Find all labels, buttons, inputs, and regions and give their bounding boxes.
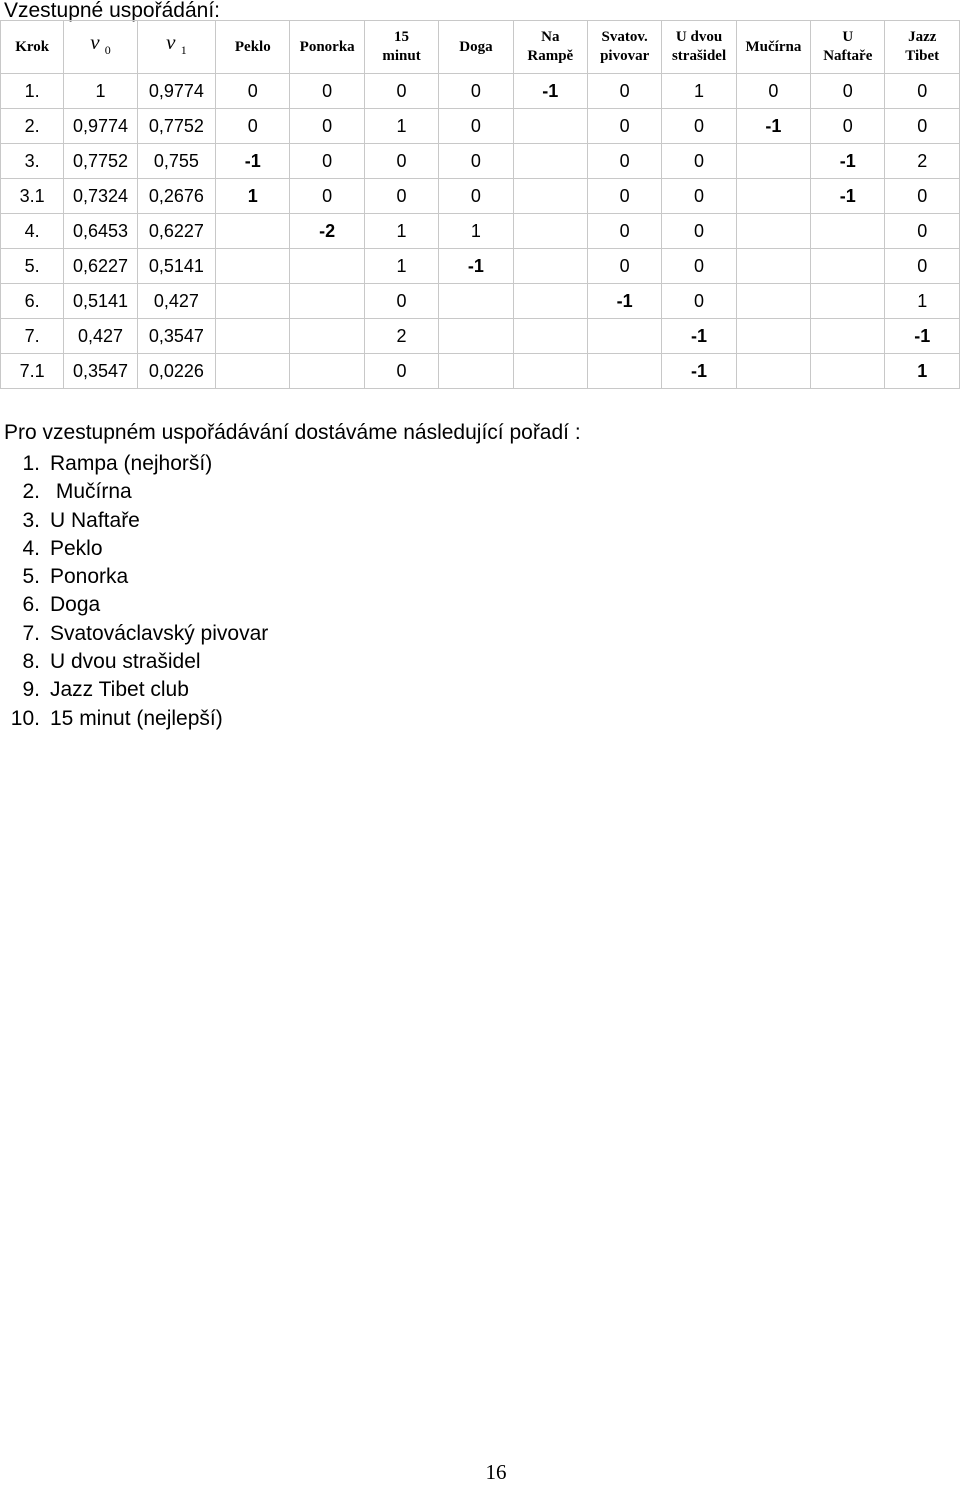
header-jazz-tibet: Jazz Tibet	[885, 21, 960, 74]
table-cell: 0,427	[64, 319, 137, 354]
table-cell	[513, 144, 587, 179]
table-cell: 3.	[1, 144, 64, 179]
table-cell: 0,9774	[64, 109, 137, 144]
list-item	[4, 478, 581, 506]
table-row	[1, 284, 960, 319]
list-item-number: 6.	[22, 593, 40, 617]
table-cell: 0	[439, 109, 513, 144]
table-cell: -1	[439, 249, 513, 284]
table-cell: 0	[364, 144, 438, 179]
table-cell: 0	[216, 74, 290, 109]
page-number: 16	[485, 1460, 507, 1484]
table-cell: 0	[290, 74, 364, 109]
table-cell: 0	[885, 74, 960, 109]
table-row	[1, 144, 960, 179]
table-cell: 0	[662, 144, 736, 179]
table-cell: 1	[364, 249, 438, 284]
table-cell: 0	[364, 74, 438, 109]
table-cell: 6.	[1, 284, 64, 319]
table-cell	[439, 284, 513, 319]
table-cell	[290, 249, 364, 284]
table-cell: 4.	[1, 214, 64, 249]
table-cell: 0	[811, 74, 885, 109]
list-item	[4, 676, 581, 704]
table-cell	[513, 249, 587, 284]
table-cell: 1	[216, 179, 290, 214]
table-row	[1, 179, 960, 214]
table-cell: 0	[885, 109, 960, 144]
table-cell: 0	[290, 109, 364, 144]
table-cell	[736, 284, 810, 319]
list-item	[4, 648, 581, 676]
list-item-text: Rampa (nejhorší)	[50, 452, 213, 475]
header-svatov-pivovar: Svatov. pivovar	[587, 21, 661, 74]
table-cell	[736, 144, 810, 179]
table-cell: 0	[587, 74, 661, 109]
table-cell: 0	[662, 179, 736, 214]
table-cell: -1	[736, 109, 810, 144]
table-cell	[216, 284, 290, 319]
list-item-number: 9.	[22, 678, 40, 702]
list-item-text: Ponorka	[50, 565, 129, 589]
table-cell	[513, 284, 587, 319]
list-item-number: 2.	[22, 480, 40, 504]
list-item-text: U dvou strašidel	[50, 650, 201, 674]
table-cell: 0	[364, 284, 438, 319]
table-cell: 0,7324	[64, 179, 137, 214]
table-cell	[587, 354, 661, 389]
table-cell: 0,9774	[137, 74, 215, 109]
table-cell: 1	[64, 74, 137, 109]
table-cell: 2	[885, 144, 960, 179]
table-cell: 0,6227	[64, 249, 137, 284]
table-cell	[513, 179, 587, 214]
table-cell: 0	[662, 214, 736, 249]
list-item-number: 1.	[22, 452, 40, 475]
list-item-text: U Naftaře	[50, 508, 140, 532]
list-item	[4, 591, 581, 619]
list-item	[4, 563, 581, 591]
list-item-number: 4.	[22, 536, 40, 560]
list-item-text: Mučírna	[50, 480, 132, 504]
table-cell	[290, 284, 364, 319]
table-cell: 0	[885, 249, 960, 284]
ordering-table	[0, 20, 960, 389]
list-item-number: 10.	[10, 706, 40, 730]
table-cell: 1	[662, 74, 736, 109]
table-cell	[216, 319, 290, 354]
table-cell: -1	[662, 354, 736, 389]
list-item	[4, 450, 581, 478]
table-cell: 0	[439, 179, 513, 214]
table-cell: -1	[662, 319, 736, 354]
table-cell: 0	[290, 144, 364, 179]
table-cell: 1	[885, 284, 960, 319]
table-cell	[811, 249, 885, 284]
table-cell: 0,6453	[64, 214, 137, 249]
header-nu0: ν $_0$	[64, 21, 137, 74]
table-cell: 0,2676	[137, 179, 215, 214]
table-cell	[513, 109, 587, 144]
header-na-rampe: Na Rampě	[513, 21, 587, 74]
header-ponorka: Ponorka	[290, 21, 364, 74]
summary-title: Pro vzestupném uspořádávání dostáváme následující pořadí :	[4, 421, 581, 444]
list-item-text: Svatováclavský pivovar	[50, 621, 269, 645]
summary-section	[4, 422, 581, 733]
table-cell: 1	[364, 214, 438, 249]
table-cell: 2.	[1, 109, 64, 144]
list-item-text: Doga	[50, 593, 101, 617]
table-cell: 0	[439, 74, 513, 109]
table-cell	[439, 319, 513, 354]
table-cell	[290, 319, 364, 354]
table-cell: 0	[364, 354, 438, 389]
table-row	[1, 214, 960, 249]
list-item-number: 8.	[22, 650, 40, 674]
table-cell	[736, 354, 810, 389]
table-cell: 0	[290, 179, 364, 214]
table-cell	[513, 354, 587, 389]
table-body	[1, 74, 960, 389]
table-cell: 7.	[1, 319, 64, 354]
table-header-row	[1, 21, 960, 74]
table-cell	[736, 249, 810, 284]
list-item-number: 5.	[22, 565, 40, 589]
table-cell: 0	[736, 74, 810, 109]
table-cell: -1	[216, 144, 290, 179]
table-cell: 7.1	[1, 354, 64, 389]
header-u-dvou-strasidel: U dvou strašidel	[662, 21, 736, 74]
table-cell	[216, 249, 290, 284]
table-cell: 0,7752	[64, 144, 137, 179]
table-cell: 0,3547	[64, 354, 137, 389]
table-cell: 5.	[1, 249, 64, 284]
table-cell: 0	[587, 109, 661, 144]
header-krok: Krok	[1, 21, 64, 74]
table-cell: 3.1	[1, 179, 64, 214]
table-cell: 0	[885, 214, 960, 249]
table-cell: 0,6227	[137, 214, 215, 249]
table-cell: 0,0226	[137, 354, 215, 389]
list-item	[4, 535, 581, 563]
header-u-naftare: U Naftaře	[811, 21, 885, 74]
list-item-text: Peklo	[50, 536, 103, 560]
list-item-text: 15 minut (nejlepší)	[50, 706, 223, 730]
table-cell: 0,7752	[137, 109, 215, 144]
table-cell: 0	[811, 109, 885, 144]
table-cell	[736, 214, 810, 249]
table-cell: 0	[439, 144, 513, 179]
ranking-list	[4, 450, 581, 733]
table-cell	[587, 319, 661, 354]
table-cell: 1.	[1, 74, 64, 109]
list-item-number: 7.	[22, 621, 40, 645]
list-item	[4, 705, 581, 733]
table-cell: 1	[364, 109, 438, 144]
table-cell: 2	[364, 319, 438, 354]
table-cell: 0,755	[137, 144, 215, 179]
table-row	[1, 74, 960, 109]
table-cell: 0	[364, 179, 438, 214]
table-cell	[811, 284, 885, 319]
table-cell	[811, 354, 885, 389]
table-cell	[216, 354, 290, 389]
table-cell	[513, 319, 587, 354]
table-cell	[811, 214, 885, 249]
table-row	[1, 319, 960, 354]
table-cell	[439, 354, 513, 389]
table-cell: 0	[216, 109, 290, 144]
table-row	[1, 354, 960, 389]
table-cell: -2	[290, 214, 364, 249]
header-doga: Doga	[439, 21, 513, 74]
list-item-number: 3.	[22, 508, 40, 532]
table-cell: 0,427	[137, 284, 215, 319]
list-item-text: Jazz Tibet club	[50, 678, 189, 702]
header-mucirna: Mučírna	[736, 21, 810, 74]
list-item	[4, 507, 581, 535]
table-cell: 0	[662, 109, 736, 144]
table-cell: 0,5141	[64, 284, 137, 319]
header-nu1: ν $_1$	[137, 21, 215, 74]
table-cell: 1	[439, 214, 513, 249]
table-cell: -1	[513, 74, 587, 109]
table-cell	[216, 214, 290, 249]
table-cell: 0	[587, 214, 661, 249]
list-item	[4, 620, 581, 648]
table-cell: 0,3547	[137, 319, 215, 354]
table-cell: 0,5141	[137, 249, 215, 284]
table-cell: 0	[662, 249, 736, 284]
table-row	[1, 249, 960, 284]
table-cell: 0	[587, 179, 661, 214]
table-cell: -1	[587, 284, 661, 319]
table-cell: -1	[811, 179, 885, 214]
table-cell: 1	[885, 354, 960, 389]
table-cell: 0	[885, 179, 960, 214]
table-cell	[736, 179, 810, 214]
table-cell	[736, 319, 810, 354]
table-cell: 0	[587, 249, 661, 284]
table-cell: -1	[885, 319, 960, 354]
header-15-minut: 15 minut	[364, 21, 438, 74]
page-heading: Vzestupné uspořádání:	[4, 0, 220, 22]
table-cell: 0	[587, 144, 661, 179]
table-row	[1, 109, 960, 144]
table-cell: -1	[811, 144, 885, 179]
table-cell	[290, 354, 364, 389]
table-cell	[811, 319, 885, 354]
table-cell: 0	[662, 284, 736, 319]
header-peklo: Peklo	[216, 21, 290, 74]
table-cell	[513, 214, 587, 249]
